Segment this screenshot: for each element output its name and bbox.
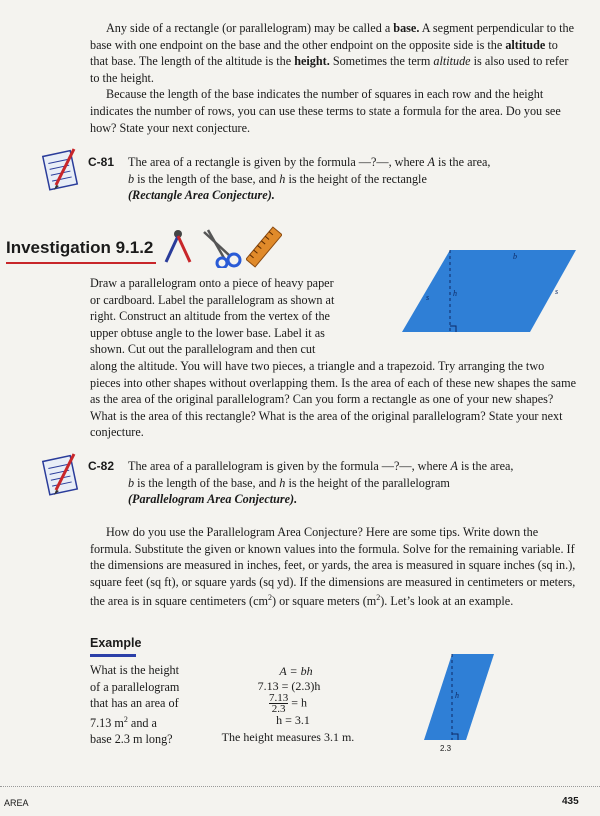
intro-text	[90, 20, 576, 136]
example-solution	[208, 664, 368, 745]
example-title: Example	[90, 636, 142, 650]
scissors-icon	[200, 228, 244, 268]
step-4: h = 3.1	[276, 713, 310, 727]
tips-paragraph: How do you use the Parallelogram Area Conjecture? Here are some tips. Write down the formula. Substitute the given or known values into the formula. Solve for the remaining variable. If the dimensions are measured in inches, feet, or yards, the area is measured in square inches (sq in.), square feet (sq ft), or square yards (sq yd). If the dimensions are measured in centimeters or meters, the area is in square centimeters $(cm^2)$ or square meters $(m^2)$. Let’s look at an example.	[90, 525, 576, 609]
page-number: 435	[562, 796, 579, 807]
conjecture-text: The area of a rectangle is given by the formula —?—, where A is the area, b is the length of the base, and h is the height of the rectangle (Rectangle Area Conjecture).	[128, 155, 491, 203]
label-b: b	[513, 252, 517, 261]
step-3: $\frac{7.13}{2.3}$ = h	[268, 692, 308, 715]
notebook-icon	[38, 145, 84, 195]
answer: The height measures 3.1 m.	[221, 730, 355, 744]
investigation-title: Investigation 9.1.2	[6, 238, 154, 257]
example-parallelogram-shape	[424, 654, 494, 740]
conjecture-text: The area of a parallelogram is given by the formula —?—, where A is the area, b is the length of the base, and h is the height of the parallelogram (Parallelogram Area Conjecture).	[128, 459, 514, 507]
compass-icon	[160, 226, 196, 266]
footer-section: AREA	[4, 798, 29, 808]
parallelogram-shape	[402, 250, 576, 332]
example-label-h: h	[455, 691, 459, 700]
step-1: A = bh	[279, 664, 313, 678]
footer-divider	[0, 786, 600, 787]
example-question: What is the height of a parallelogram that has an area of 7.13 $m^2$ and a base 2.3 m long?	[90, 663, 180, 747]
example-label-base: 2.3	[440, 744, 452, 753]
investigation-text-narrow: Draw a parallelogram onto a piece of heavy paper or cardboard. Label the parallelogram as shown at right. Construct an altitude from the vertex of the upper obtuse angle to the lower base. Label it as shown. Cut out the parallelogram and then cut	[90, 276, 335, 357]
notebook-icon	[38, 450, 84, 500]
ruler-icon	[246, 226, 282, 268]
label-h: h	[453, 289, 457, 298]
label-s-left: s	[426, 293, 430, 302]
intro-paragraph-2: Because the length of the base indicates the number of squares in each row and the height indicates the number of rows, you can use these terms to state a formula for the area. Do you see how? State your next conjecture.	[90, 87, 561, 135]
step-2: 7.13 = (2.3)h	[257, 679, 321, 693]
investigation-text-wide: along the altitude. You will have two pieces, a triangle and a trapezoid. Try arranging the two pieces into other shapes without overlapping them. Is the area of each of these new shapes the same as the area of the original parallelogram? Can you form a rectangle as one of your new shapes? What is the area of this rectangle? What is the area of the original parallelogram? State your next conjecture.	[90, 359, 576, 440]
investigation-underline	[6, 262, 156, 264]
intro-paragraph-1: Any side of a rectangle (or parallelogram) may be called a base. A segment perpendicular to the base with one endpoint on the base and the other endpoint on the opposite side is the altitude to that base. The length of the altitude is the height. Sometimes the term altitude is also used to refer to the height.	[90, 21, 575, 85]
example-underline	[90, 654, 136, 657]
label-s-right: s	[555, 287, 559, 296]
example-parallelogram-figure	[418, 650, 498, 754]
conjecture-id: C-81	[88, 155, 115, 169]
parallelogram-figure	[398, 248, 578, 334]
conjecture-id: C-82	[88, 459, 115, 473]
